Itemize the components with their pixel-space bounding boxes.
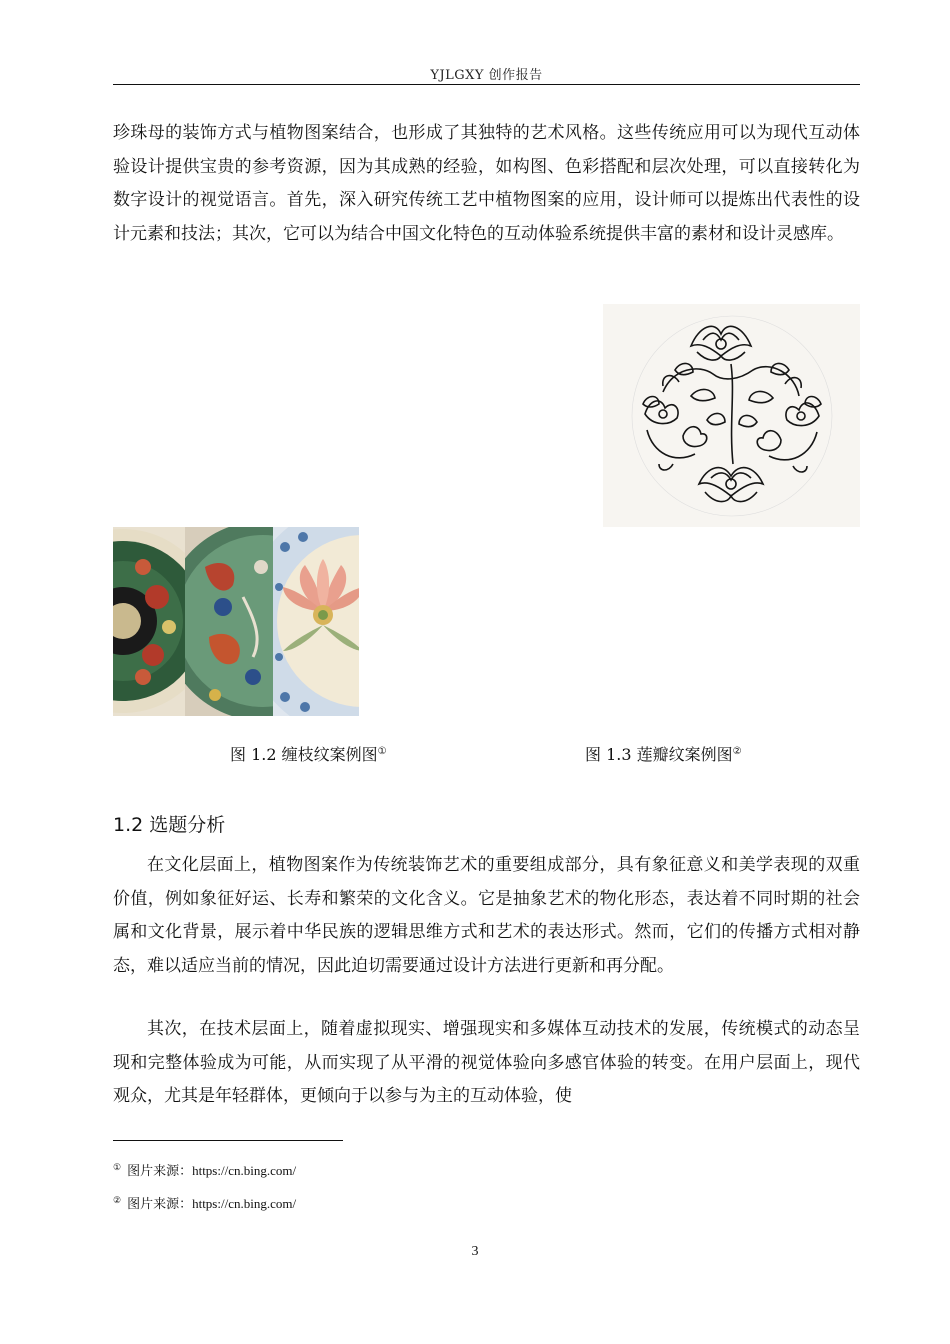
- footnote-1-mark: ①: [113, 1162, 122, 1172]
- figure-caption-1: [230, 742, 387, 765]
- section-heading: 1.2 选题分析: [113, 814, 226, 836]
- plates-figure: [113, 527, 359, 716]
- intro-paragraph: 珍珠母的装饰方式与植物图案结合，也形成了其独特的艺术风格。这些传统应用可以为现代互动体验设计提供宝贵的参考资源，因为其成熟的经验，如构图、色彩搭配和层次处理，可以直接转化为数字设计的视觉语言。首先，深入研究传统工艺中植物图案的应用，设计师可以提炼出代表性的设计元素和技法；其次，它可以为结合中国文化特色的互动体验系统提供丰富的素材和设计灵感库。: [113, 123, 860, 244]
- figure-caption-1-text: 图 1.2 缠枝纹案例图: [230, 745, 378, 764]
- footnote-2-mark: ②: [113, 1195, 122, 1205]
- footnote-1-text: 图片来源：https://cn.bing.com/: [127, 1163, 297, 1178]
- page-number: 3: [471, 1244, 479, 1259]
- footnote-separator: [113, 1140, 343, 1141]
- header-rule: [113, 84, 860, 85]
- footnote-2-text: 图片来源：https://cn.bing.com/: [127, 1196, 297, 1211]
- figure-caption-2-text: 图 1.3 莲瓣纹案例图: [585, 745, 733, 764]
- footnote-ref-2[interactable]: ②: [732, 746, 742, 757]
- lotus-medallion-figure: [603, 304, 860, 527]
- body-paragraph-culture: 在文化层面上，植物图案作为传统装饰艺术的重要组成部分，具有象征意义和美学表现的双重价值，例如象征好运、长寿和繁荣的文化含义。它是抽象艺术的物化形态，表达着不同时期的社会属和文化背景，展示着中华民族的逻辑思维方式和艺术的表达形式。然而，它们的传播方式相对静态，难以适应当前的情况，因此迫切需要通过设计方法进行更新和再分配。: [113, 855, 860, 976]
- figure-caption-2: [585, 742, 742, 765]
- footnote-1: [113, 1160, 296, 1179]
- running-header: YJLGXY 创作报告: [430, 68, 543, 83]
- body-paragraph-technology: 其次，在技术层面上，随着虚拟现实、增强现实和多媒体互动技术的发展，传统模式的动态呈现和完整体验成为可能，从而实现了从平滑的视觉体验向多感官体验的转变。在用户层面上，现代观众，尤其是年轻群体，更倾向于以参与为主的互动体验，使: [113, 1019, 860, 1106]
- footnote-ref-1[interactable]: ①: [377, 746, 387, 757]
- footnote-2: [113, 1193, 296, 1212]
